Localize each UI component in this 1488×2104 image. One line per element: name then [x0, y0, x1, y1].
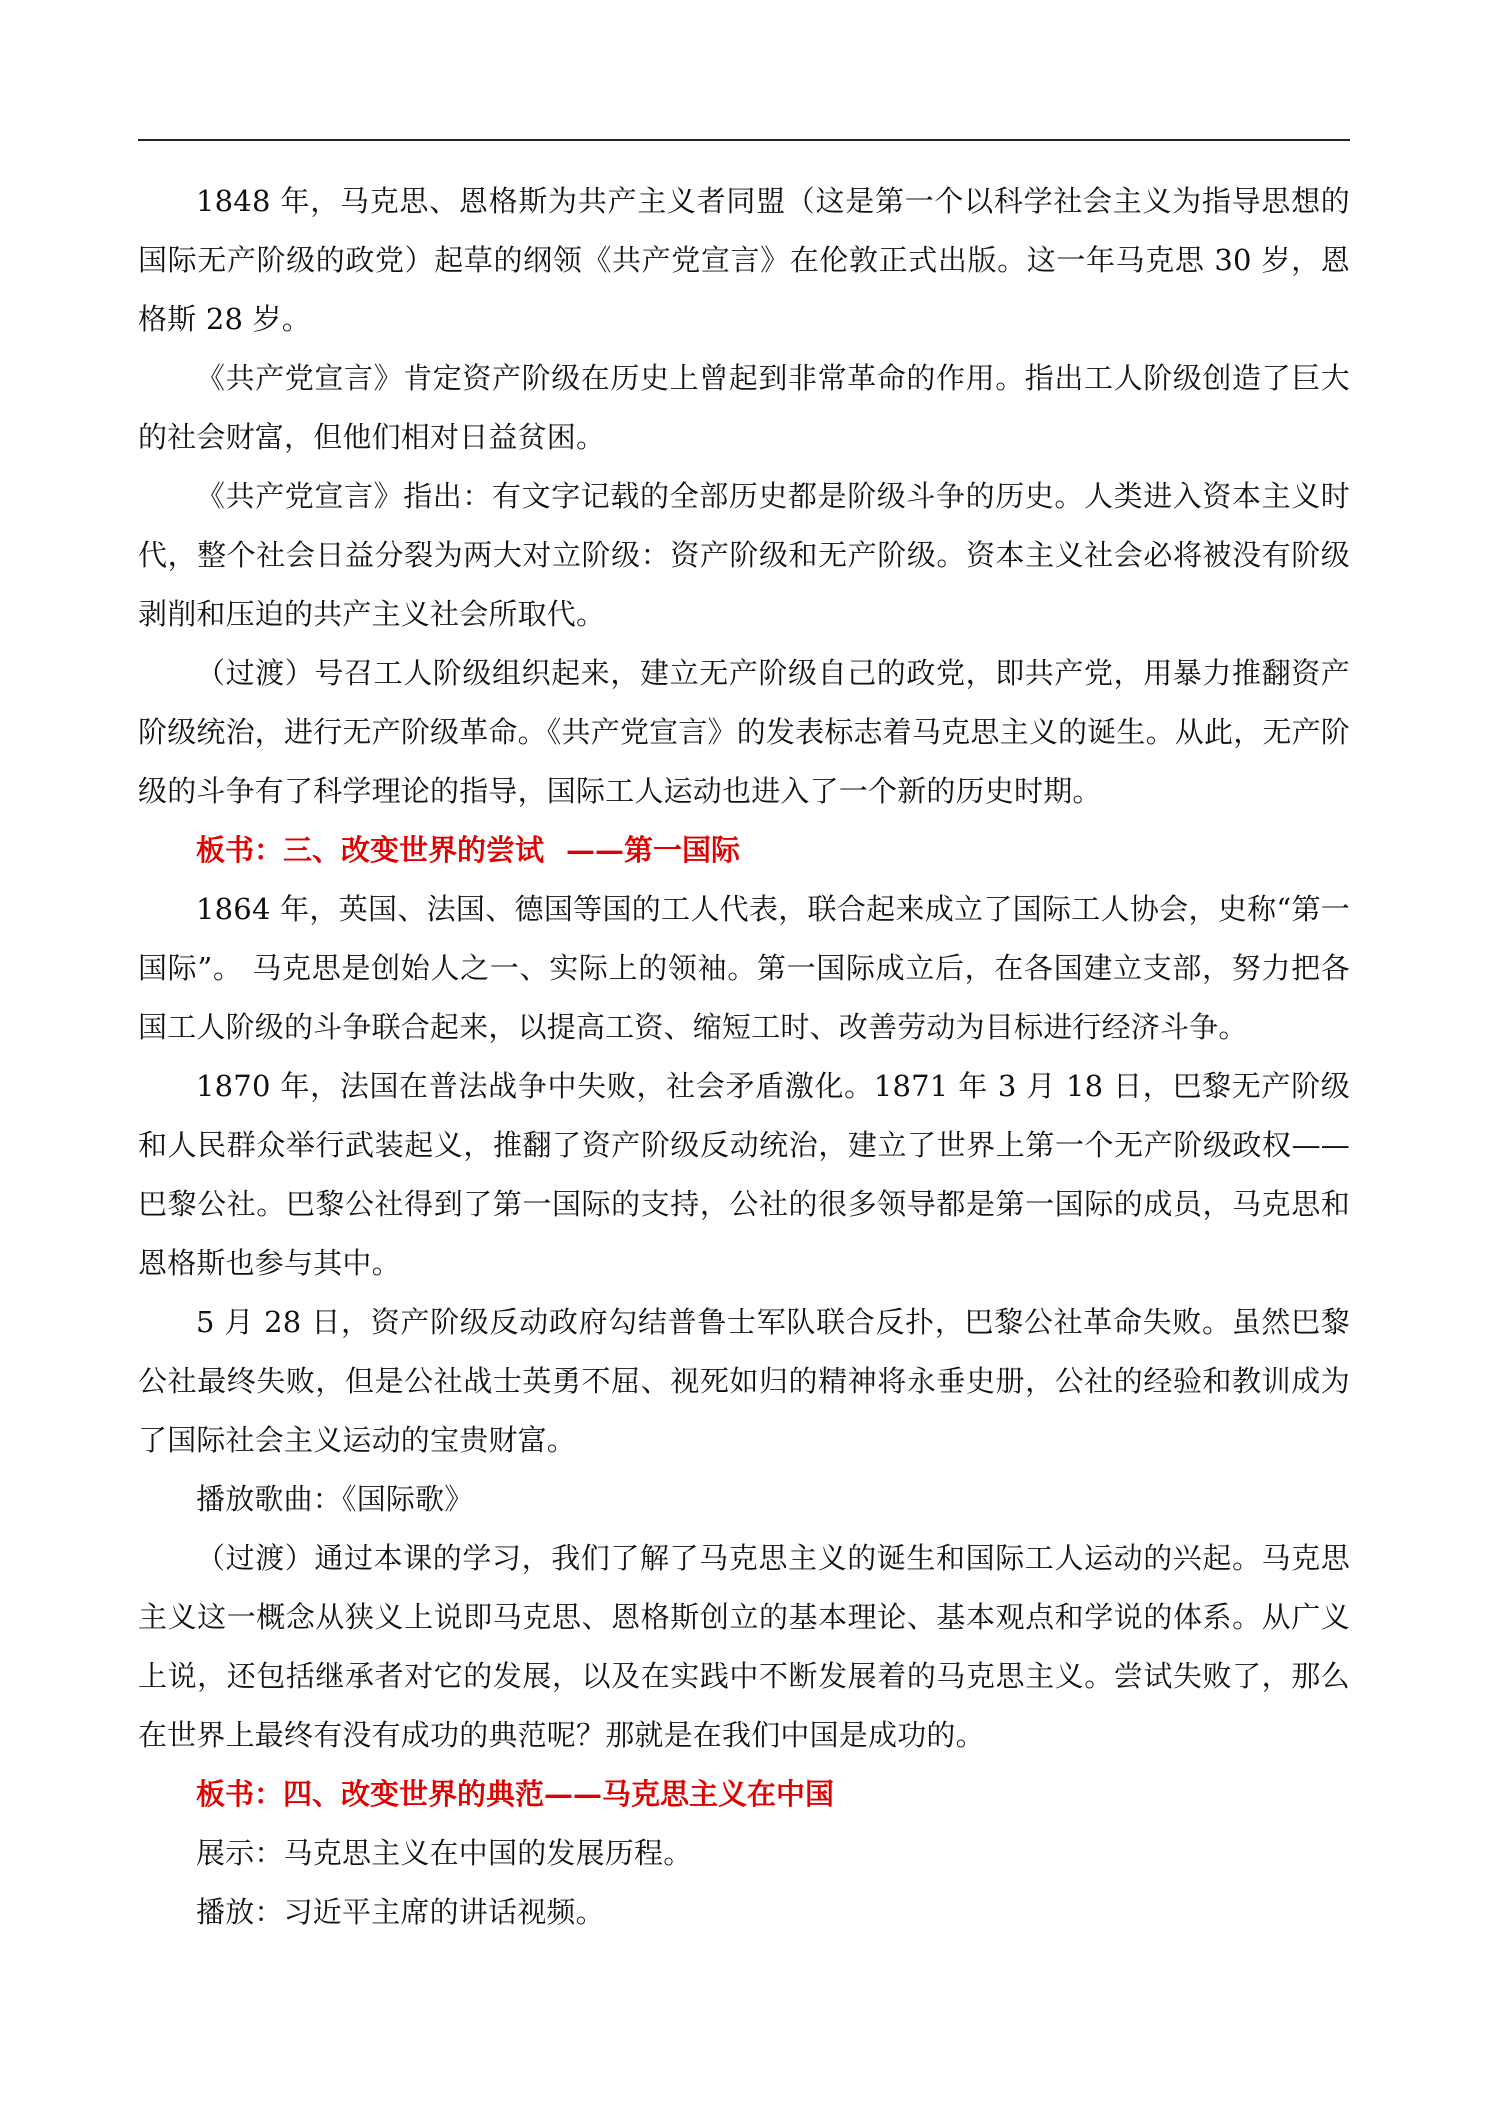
paragraph-first-international: 1864 年，英国、法国、德国等国的工人代表，联合起来成立了国际工人协会，史称“第一国际”。 马克思是创始人之一、实际上的领袖。第一国际成立后，在各国建立支部，努力把各国工人阶级的斗争联合起来，以提高工资、缩短工时、改善劳动为目标进行经济斗争。 — [138, 892, 1350, 1044]
paragraph-transition-proletariat: （过渡）号召工人阶级组织起来，建立无产阶级自己的政党，即共产党，用暴力推翻资产阶级统治，进行无产阶级革命。《共产党宣言》的发表标志着马克思主义的诞生。从此，无产阶级的斗争有了科学理论的指导，国际工人运动也进入了一个新的历史时期。 — [138, 656, 1350, 808]
section-heading-first-international-title: 板书：三、改变世界的尝试 — [196, 833, 545, 867]
paragraph-show-history: 展示：马克思主义在中国的发展历程。 — [196, 1836, 693, 1870]
paragraph-manifesto-bourgeoisie: 《共产党宣言》肯定资产阶级在历史上曾起到非常革命的作用。指出工人阶级创造了巨大的社会财富，但他们相对日益贫困。 — [138, 361, 1350, 454]
document-body — [138, 172, 1350, 1942]
paragraph-play-song: 播放歌曲：《国际歌》 — [196, 1482, 474, 1516]
paragraph-commune-failure: 5 月 28 日，资产阶级反动政府勾结普鲁士军队联合反扑，巴黎公社革命失败。虽然巴黎公社最终失败，但是公社战士英勇不屈、视死如归的精神将永垂史册，公社的经验和教训成为了国际社会主义运动的宝贵财富。 — [138, 1305, 1350, 1457]
paragraph-paris-commune: 1870 年，法国在普法战争中失败，社会矛盾激化。1871 年 3 月 18 日，巴黎无产阶级和人民群众举行武装起义，推翻了资产阶级反动统治，建立了世界上第一个无产阶级政权——巴黎公社。巴黎公社得到了第一国际的支持，公社的很多领导都是第一国际的成员，马克思和恩格斯也参与其中。 — [138, 1069, 1350, 1280]
section-heading-first-international-subtitle: ——第一国际 — [566, 833, 741, 867]
section-heading-marxism-in-china: 板书：四、改变世界的典范——马克思主义在中国 — [196, 1777, 835, 1811]
paragraph-play-video: 播放：习近平主席的讲话视频。 — [196, 1895, 605, 1929]
section-heading-first-international — [138, 821, 1350, 880]
paragraph-transition-marxism: （过渡）通过本课的学习，我们了解了马克思主义的诞生和国际工人运动的兴起。马克思主义这一概念从狭义上说即马克思、恩格斯创立的基本理论、基本观点和学说的体系。从广义上说，还包括继承者对它的发展，以及在实践中不断发展着的马克思主义。尝试失败了，那么在世界上最终有没有成功的典范呢？那就是在我们中国是成功的。 — [138, 1541, 1350, 1752]
paragraph-manifesto-publication: 1848 年，马克思、恩格斯为共产主义者同盟（这是第一个以科学社会主义为指导思想的国际无产阶级的政党）起草的纲领《共产党宣言》在伦敦正式出版。这一年马克思 30 岁，恩格斯 28 岁。 — [138, 184, 1350, 336]
paragraph-manifesto-class-struggle: 《共产党宣言》指出：有文字记载的全部历史都是阶级斗争的历史。人类进入资本主义时代，整个社会日益分裂为两大对立阶级：资产阶级和无产阶级。资本主义社会必将被没有阶级剥削和压迫的共产主义社会所取代。 — [138, 479, 1350, 631]
header-rule — [138, 139, 1350, 141]
